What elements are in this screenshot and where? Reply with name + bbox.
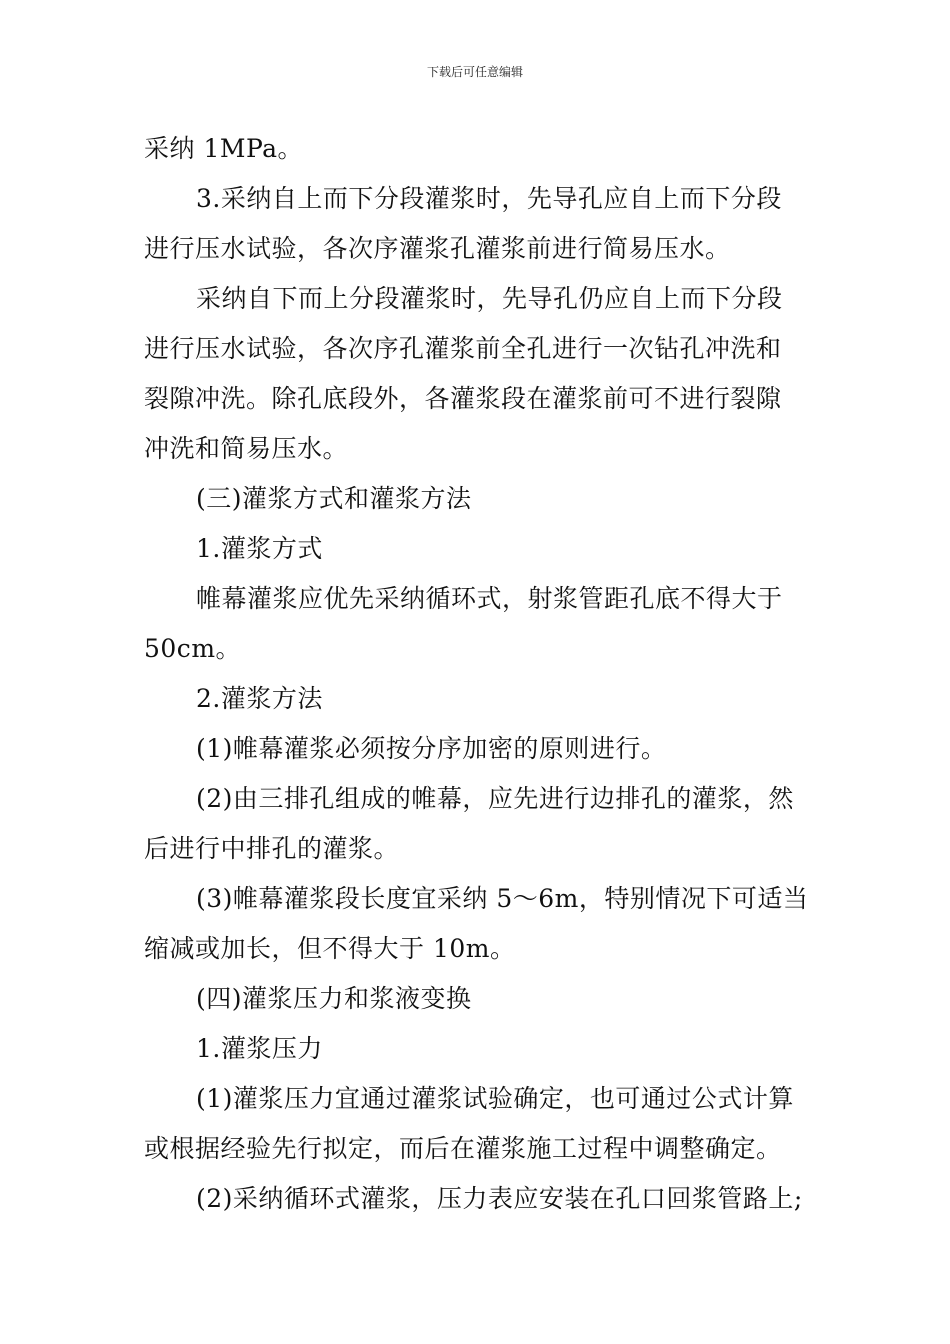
text-line: 帷幕灌浆应优先采纳循环式，射浆管距孔底不得大于 [196,584,783,613]
document-body [144,124,812,1224]
text-line: 后进行中排孔的灌浆。 [144,834,400,863]
text-line: 进行压水试验，各次序灌浆孔灌浆前进行简易压水。 [144,234,731,263]
list-item: (3)帷幕灌浆段长度宜采纳 5～6m，特别情况下可适当 [196,884,809,913]
text-line: 冲洗和简易压水。 [144,434,349,463]
text-line: 缩减或加长，但不得大于 10m。 [144,934,516,963]
list-item: (1)帷幕灌浆必须按分序加密的原则进行。 [196,734,667,763]
text-line: 进行压水试验，各次序孔灌浆前全孔进行一次钻孔冲洗和 [144,334,782,363]
section-heading: (四)灌浆压力和浆液变换 [196,984,472,1013]
text-line: 采纳自下而上分段灌浆时，先导孔仍应自上而下分段 [196,284,783,313]
list-item: (2)采纳循环式灌浆，压力表应安装在孔口回浆管路上; [196,1184,803,1213]
text-line: 裂隙冲洗。除孔底段外，各灌浆段在灌浆前可不进行裂隙 [144,384,782,413]
page-header: 下载后可任意编辑 [426,65,523,79]
text-line: 或根据经验先行拟定，而后在灌浆施工过程中调整确定。 [144,1134,782,1163]
text-line: 3.采纳自上而下分段灌浆时，先导孔应自上而下分段 [196,184,782,213]
text-line: 50cm。 [144,634,242,663]
subsection-heading: 1.灌浆方式 [196,534,323,563]
list-item: (1)灌浆压力宜通过灌浆试验确定，也可通过公式计算 [196,1084,794,1113]
text-line: 采纳 1MPa。 [144,134,304,163]
subsection-heading: 2.灌浆方法 [196,684,323,713]
subsection-heading: 1.灌浆压力 [196,1034,323,1063]
list-item: (2)由三排孔组成的帷幕，应先进行边排孔的灌浆，然 [196,784,794,813]
section-heading: (三)灌浆方式和灌浆方法 [196,484,472,513]
